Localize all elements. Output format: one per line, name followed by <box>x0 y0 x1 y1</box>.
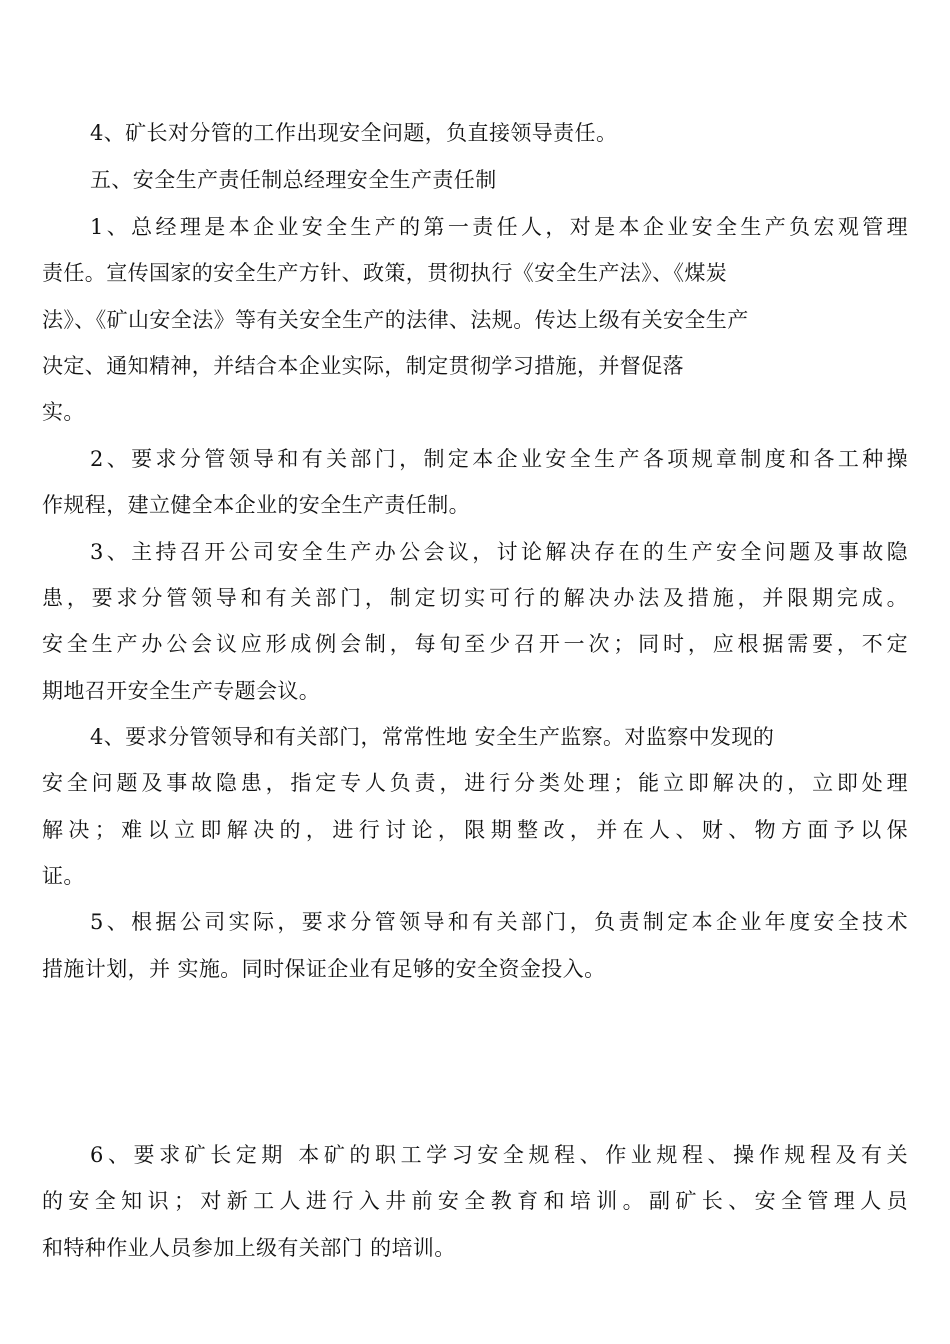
section-heading: 五、安全生产责任制总经理安全生产责任制 <box>90 168 497 192</box>
paragraph-line: 2、要求分管领导和有关部门，制定本企业安全生产各项规章制度和各工种操 <box>90 447 908 471</box>
paragraph-line: 5、根据公司实际，要求分管领导和有关部门，负责制定本企业年度安全技术 <box>90 910 908 934</box>
paragraph-line: 4、要求分管领导和有关部门，常常性地 安全生产监察。对监察中发现的 <box>90 725 775 749</box>
paragraph-line: 3、主持召开公司安全生产办公会议，讨论解决存在的生产安全问题及事故隐 <box>90 540 908 564</box>
paragraph-line: 实。 <box>42 400 85 424</box>
paragraph-line: 措施计划，并 实施。同时保证企业有足够的安全资金投入。 <box>42 957 606 981</box>
paragraph-line: 责任。宣传国家的安全生产方针、政策，贯彻执行《安全生产法》、《煤炭 <box>42 261 728 285</box>
paragraph-line: 决定、通知精神，并结合本企业实际，制定贯彻学习措施，并督促落 <box>42 354 684 378</box>
paragraph-line: 安全问题及事故隐患，指定专人负责，进行分类处理；能立即解决的，立即处理 <box>42 771 908 795</box>
paragraph-line: 1、总经理是本企业安全生产的第一责任人，对是本企业安全生产负宏观管理 <box>90 215 908 239</box>
paragraph-line: 法》、《矿山安全法》等有关安全生产的法律、法规。传达上级有关安全生产 <box>42 308 749 332</box>
paragraph-line: 证。 <box>42 864 85 888</box>
paragraph-line: 的安全知识；对新工人进行入井前安全教育和培训。副矿长、安全管理人员 <box>42 1189 908 1213</box>
paragraph-line: 安全生产办公会议应形成例会制，每旬至少召开一次；同时，应根据需要，不定 <box>42 632 908 656</box>
paragraph-line: 期地召开安全生产专题会议。 <box>42 679 321 703</box>
paragraph-line: 6、要求矿长定期 本矿的职工学习安全规程、作业规程、操作规程及有关 <box>90 1143 908 1167</box>
paragraph-line: 和特种作业人员参加上级有关部门 的培训。 <box>42 1236 456 1260</box>
paragraph-line: 患，要求分管领导和有关部门，制定切实可行的解决办法及措施，并限期完成。 <box>42 586 908 610</box>
paragraph-line: 解决；难以立即解决的，进行讨论，限期整改，并在人、财、物方面予以保 <box>42 818 908 842</box>
paragraph-line: 4、矿长对分管的工作出现安全问题，负直接领导责任。 <box>90 121 618 145</box>
paragraph-line: 作规程，建立健全本企业的安全生产责任制。 <box>42 493 470 517</box>
